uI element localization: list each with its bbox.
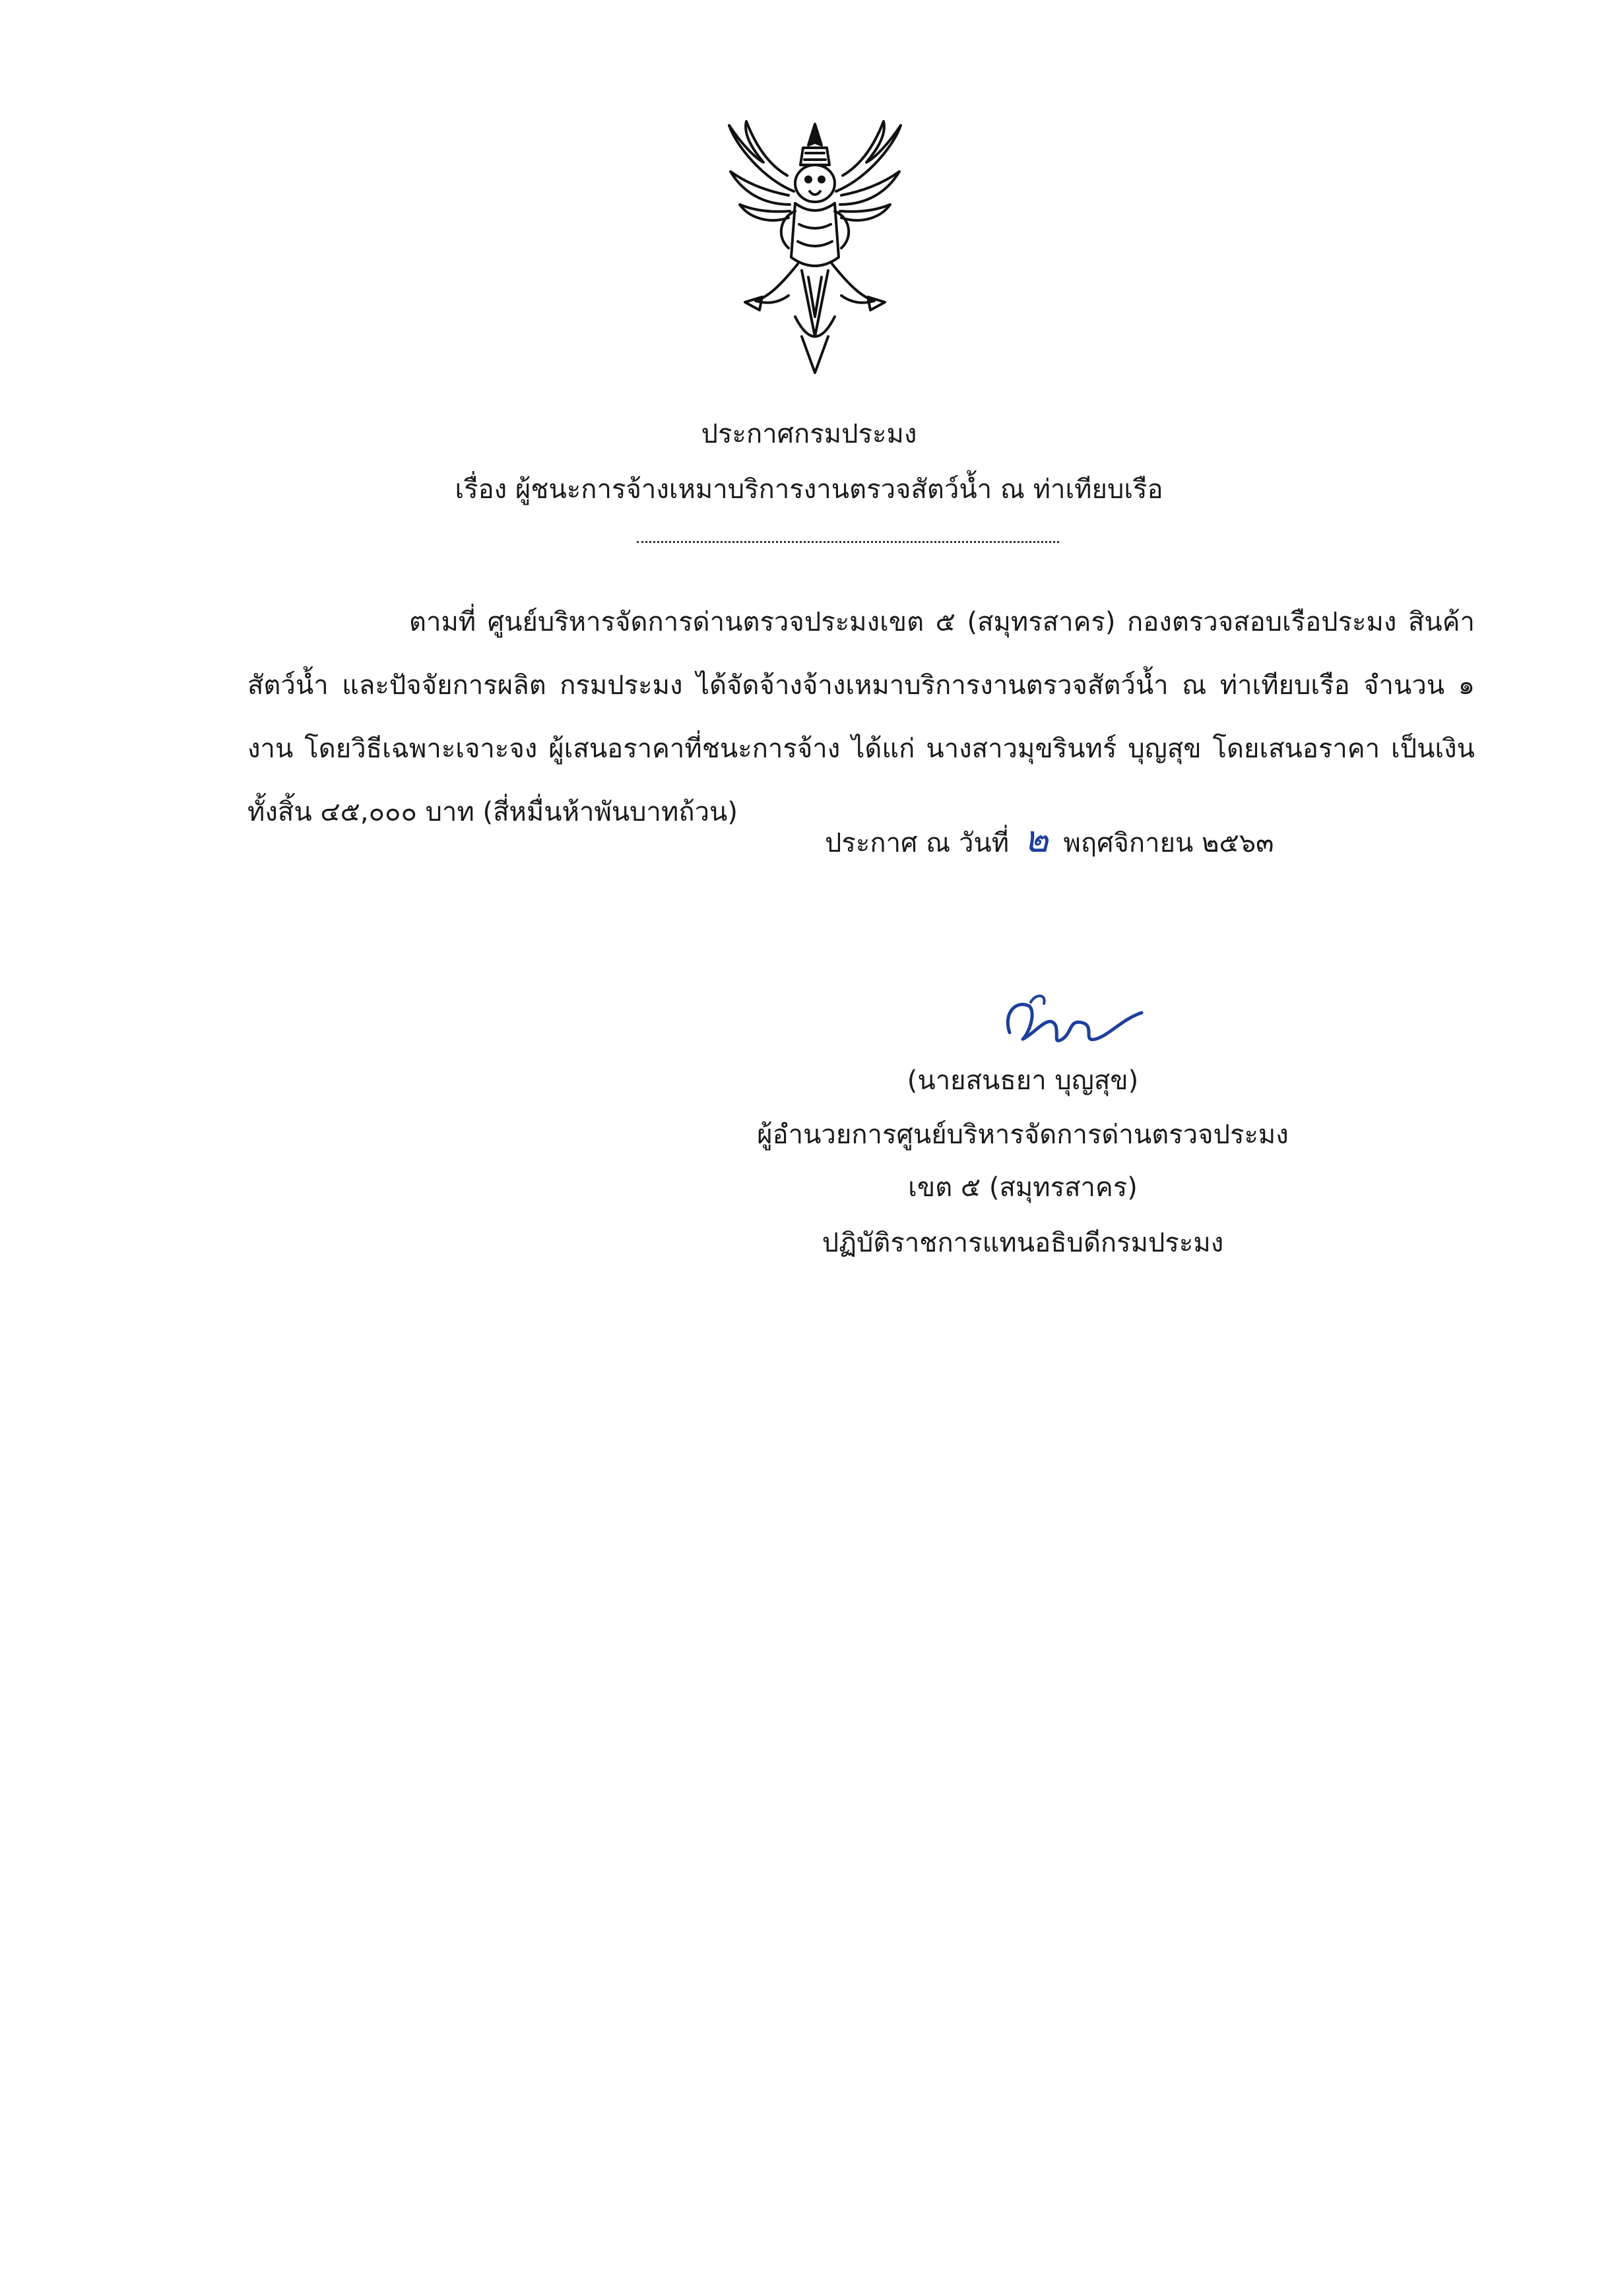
date-day-handwritten: ๒ <box>1023 818 1049 861</box>
dotted-separator <box>637 541 1059 543</box>
date-prefix: ประกาศ ณ วันที่ <box>825 828 1010 858</box>
signatory-position-line3: ปฏิบัติราชการแทนอธิบดีกรมประมง <box>822 1228 1224 1258</box>
garuda-emblem-icon <box>716 119 914 376</box>
body-paragraph-text: ตามที่ ศูนย์บริหารจัดการด่านตรวจประมงเขต ๕ (สมุทรสาคร) กองตรวจสอบเรือประมง สินค้าสัตว์น้ำ และปัจจัยการผลิต กรมประมง ได้จัดจ้างจ้างเหมาบริการงานตรวจสัตว์น้ำ ณ ท่าเทียบเรือ จำนวน ๑ งาน โดยวิธีเฉพาะเจาะจง ผู้เสนอราคาที่ชนะการจ้าง ได้แก่ นางสาวมุขรินทร์ บุญสุข โดยเสนอราคา เป็นเงินทั้งสิ้น ๔๕,๐๐๐ บาท (สี่หมื่นห้าพันบาทถ้วน) <box>247 607 1475 827</box>
signatory-position-line2: เขต ๕ (สมุทรสาคร) <box>908 1172 1138 1203</box>
signatory-name: (นายสนธยา บุญสุข) <box>907 1066 1139 1096</box>
handwritten-signature <box>990 986 1148 1059</box>
signatory-position-line1: ผู้อำนวยการศูนย์บริหารจัดการด่านตรวจประมง <box>757 1120 1289 1150</box>
body-paragraph <box>247 590 1475 844</box>
announcement-date <box>825 818 1274 861</box>
document-subject: เรื่อง ผู้ชนะการจ้างเหมาบริการงานตรวจสัตว์น้ำ ณ ท่าเทียบเรือ <box>455 474 1163 505</box>
date-month-year: พฤศจิกายน ๒๕๖๓ <box>1063 828 1274 858</box>
document-title: ประกาศกรมประมง <box>701 419 917 449</box>
